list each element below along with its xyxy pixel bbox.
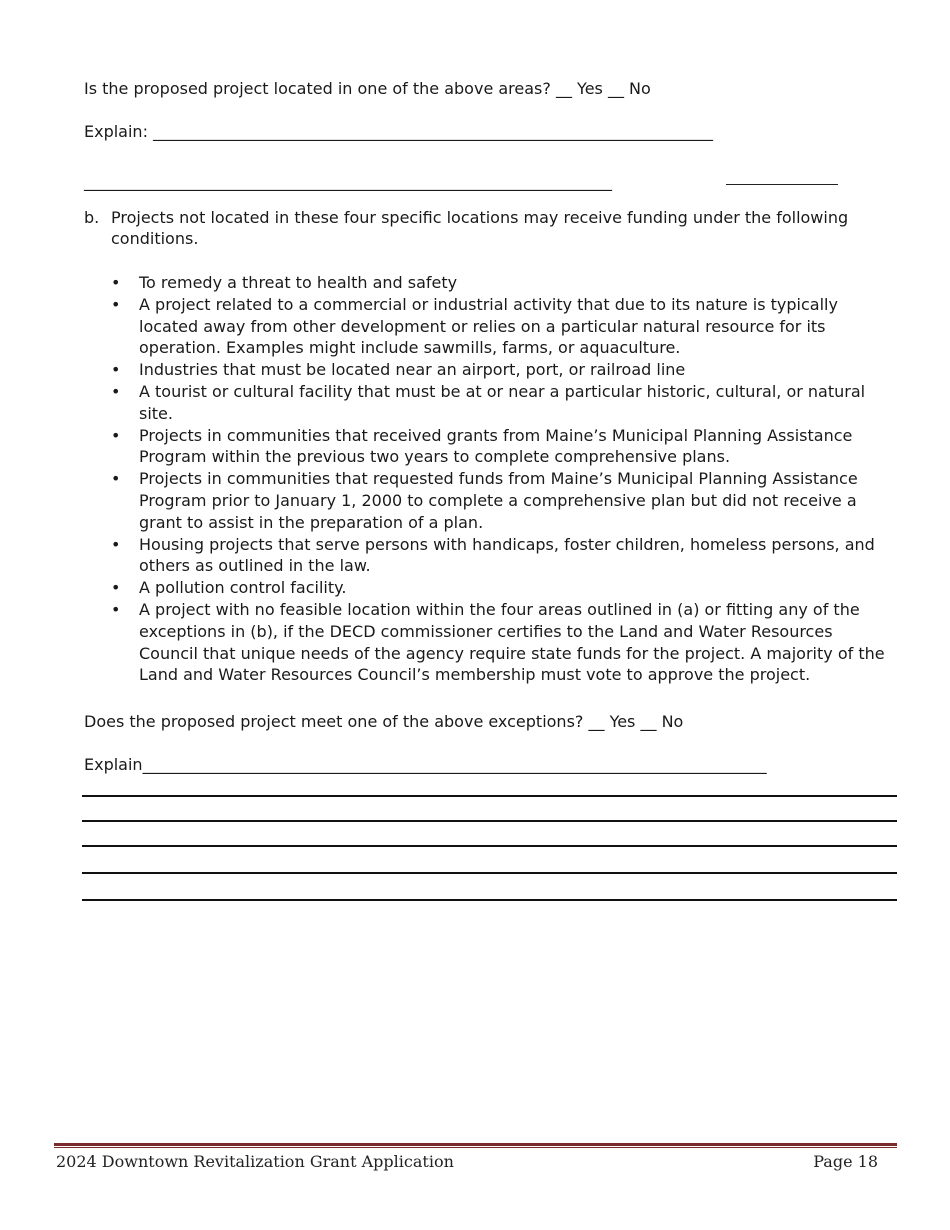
list-item (111, 381, 886, 425)
section-b-marker: b. (84, 208, 100, 227)
answer-line[interactable] (82, 795, 897, 797)
explain-field-3[interactable]: Explain______________________________________________________________________________ (84, 755, 767, 774)
bullet-icon: • (111, 360, 121, 380)
list-item-text: Projects in communities that requested funds from Maine’s Municipal Planning Assistance Program prior to January 1, 2000 to complete a comprehensive plan but did not receive a grant to assist in the preparation of a plan. (139, 469, 858, 532)
bullet-icon: • (111, 381, 121, 401)
list-item-text: A project related to a commercial or industrial activity that due to its nature is typically located away from other development or relies on a particular natural resource for its operation. Examples might include sawmills, farms, or aquaculture. (139, 294, 838, 358)
list-item-text: Industries that must be located near an airport, port, or railroad line (139, 360, 686, 380)
bullet-icon: • (111, 578, 121, 598)
list-item (111, 599, 886, 686)
section-b-intro: Projects not located in these four specific locations may receive funding under the following conditions. (111, 208, 849, 248)
footer-title: 2024 Downtown Revitalization Grant Application (56, 1152, 454, 1171)
bullet-icon: • (111, 294, 121, 314)
list-item (111, 534, 886, 578)
list-item (111, 468, 886, 533)
list-item (111, 577, 886, 599)
list-item-text: A project with no feasible location within the four areas outlined in (a) or fitting any of the exceptions in (b), if the DECD commissioner certifies to the Land and Water Resources Council that unique needs of the agency require state funds for the project. A majority of the Land and Water Resources Council’s membership must vote to approve the project. (139, 599, 885, 685)
bullet-icon: • (111, 273, 121, 292)
list-item-text: A pollution control facility. (139, 578, 347, 598)
exceptions-list (111, 272, 886, 686)
answer-line[interactable] (82, 845, 897, 847)
list-item (111, 359, 886, 381)
list-item-text: A tourist or cultural facility that must be at or near a particular historic, cultural, or natural site. (139, 381, 866, 423)
bullet-icon: • (111, 469, 121, 489)
bullet-icon: • (111, 534, 121, 554)
explain-field-2[interactable]: __________________________________________________________________ (84, 172, 612, 191)
explain-field-1[interactable]: Explain: ______________________________________________________________________ (84, 122, 714, 141)
question-location: Is the proposed project located in one of the above areas? __ Yes __ No (84, 79, 651, 98)
answer-line[interactable] (82, 820, 897, 822)
list-item (111, 272, 886, 294)
question-exceptions: Does the proposed project meet one of the above exceptions? __ Yes __ No (84, 712, 684, 731)
list-item (111, 294, 886, 359)
footer-divider (54, 1143, 897, 1146)
list-item-text: To remedy a threat to health and safety (139, 273, 458, 292)
bullet-icon: • (111, 599, 121, 619)
explain-line-tail (726, 184, 838, 185)
list-item (111, 425, 886, 469)
footer-divider-thin (54, 1147, 897, 1148)
list-item-text: Projects in communities that received grants from Maine’s Municipal Planning Assistance Program within the previous two years to complete comprehensive plans. (139, 425, 853, 467)
answer-line[interactable] (82, 899, 897, 901)
bullet-icon: • (111, 425, 121, 445)
list-item-text: Housing projects that serve persons with handicaps, foster children, homeless persons, and others as outlined in the law. (139, 534, 875, 576)
answer-line[interactable] (82, 872, 897, 874)
page-number: Page 18 (813, 1152, 878, 1171)
